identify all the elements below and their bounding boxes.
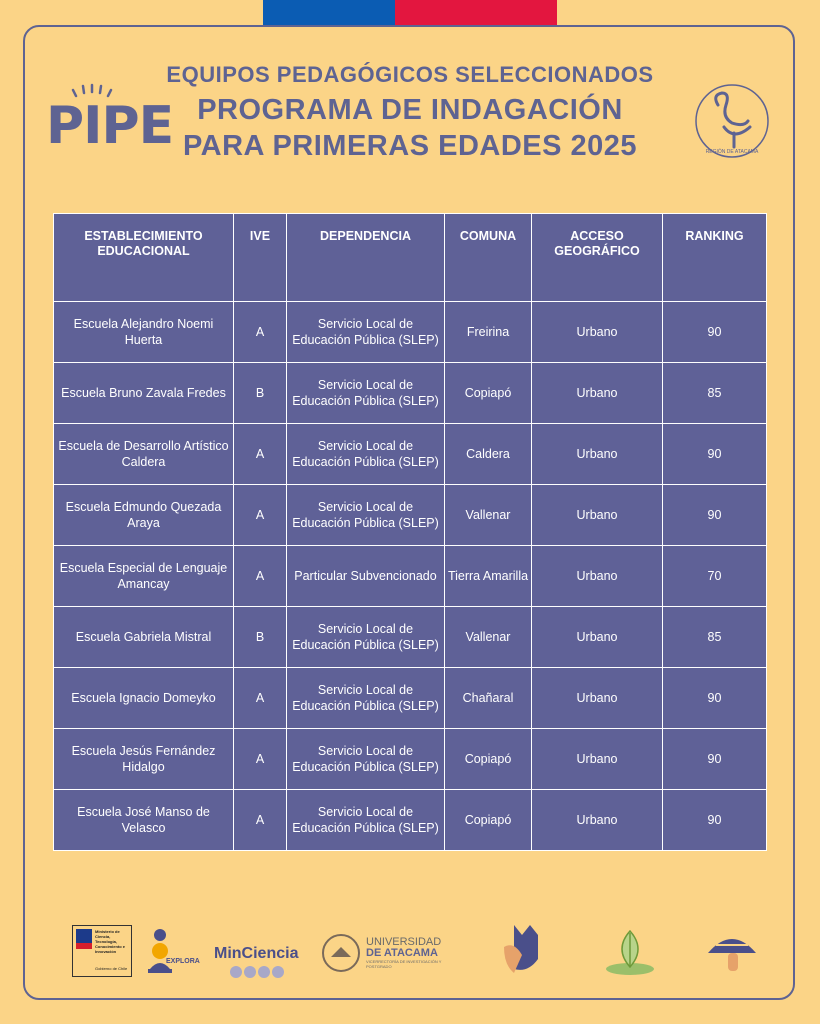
cell-acceso: Urbano [532, 790, 663, 851]
cell-comuna: Vallenar [445, 485, 532, 546]
cell-dependencia: Servicio Local de Educación Pública (SLEP) [287, 790, 445, 851]
leaf-icon [604, 925, 656, 977]
cell-establecimiento: Escuela Alejandro Noemi Huerta [54, 302, 234, 363]
explora-logo [144, 923, 202, 981]
cell-ive: B [234, 363, 287, 424]
cell-acceso: Urbano [532, 363, 663, 424]
cell-ive: A [234, 302, 287, 363]
cell-dependencia: Servicio Local de Educación Pública (SLEP) [287, 607, 445, 668]
table-row [54, 363, 767, 424]
cell-establecimiento: Escuela Ignacio Domeyko [54, 668, 234, 729]
table-row [54, 485, 767, 546]
cell-ive: A [234, 424, 287, 485]
cell-comuna: Freirina [445, 302, 532, 363]
uda-line-3: VICERRECTORÍA DE INVESTIGACIÓN Y POSTGRADO [366, 959, 442, 969]
uda-crest-icon [320, 933, 362, 973]
table-row [54, 668, 767, 729]
minciencia-text: MinCiencia [214, 945, 299, 962]
title-line-3: PARA PRIMERAS EDADES 2025 [182, 130, 638, 162]
col-header-ranking: RANKING [663, 214, 767, 302]
cell-ive: A [234, 485, 287, 546]
footer-logos [0, 915, 820, 985]
table-row [54, 302, 767, 363]
cell-acceso: Urbano [532, 424, 663, 485]
flag-red-stripe [395, 0, 557, 26]
cell-establecimiento: Escuela de Desarrollo Artístico Caldera [54, 424, 234, 485]
cell-dependencia: Servicio Local de Educación Pública (SLEP) [287, 668, 445, 729]
cell-comuna: Caldera [445, 424, 532, 485]
cell-comuna: Copiapó [445, 363, 532, 424]
gov-text: Gobierno de Chile [95, 966, 128, 971]
table-row [54, 790, 767, 851]
cell-dependencia: Servicio Local de Educación Pública (SLEP) [287, 363, 445, 424]
cell-dependencia: Particular Subvencionado [287, 546, 445, 607]
cell-ranking: 90 [663, 729, 767, 790]
explora-text: EXPLORA [166, 958, 200, 965]
cell-comuna: Vallenar [445, 607, 532, 668]
uda-line-2: DE ATACAMA [366, 947, 438, 959]
cell-ranking: 85 [663, 607, 767, 668]
cell-comuna: Tierra Amarilla [445, 546, 532, 607]
cell-dependencia: Servicio Local de Educación Pública (SLEP) [287, 485, 445, 546]
cell-comuna: Chañaral [445, 668, 532, 729]
col-header-acceso: ACCESO GEOGRÁFICO [532, 214, 663, 302]
region-atacama-seal [694, 83, 770, 159]
seal-text: REGIÓN DE ATACAMA [705, 149, 759, 155]
table-row [54, 424, 767, 485]
cell-ive: A [234, 790, 287, 851]
title-line-1: EQUIPOS PEDAGÓGICOS SELECCIONADOS [166, 62, 654, 87]
ministry-logo [72, 925, 132, 977]
table-row [54, 729, 767, 790]
cell-ranking: 90 [663, 485, 767, 546]
cell-comuna: Copiapó [445, 790, 532, 851]
cell-establecimiento: Escuela Bruno Zavala Fredes [54, 363, 234, 424]
cell-ive: A [234, 546, 287, 607]
cell-ranking: 70 [663, 546, 767, 607]
cell-dependencia: Servicio Local de Educación Pública (SLEP) [287, 424, 445, 485]
cell-acceso: Urbano [532, 485, 663, 546]
cell-acceso: Urbano [532, 546, 663, 607]
cell-ranking: 90 [663, 668, 767, 729]
ministry-text: Ministerio de Ciencia, Tecnología, Conocimiento e Innovación [95, 929, 126, 954]
cell-ive: A [234, 668, 287, 729]
cell-ive: A [234, 729, 287, 790]
cell-comuna: Copiapó [445, 729, 532, 790]
cell-ranking: 90 [663, 424, 767, 485]
cell-dependencia: Servicio Local de Educación Pública (SLEP) [287, 729, 445, 790]
cell-establecimiento: Escuela Gabriela Mistral [54, 607, 234, 668]
pipe-logo-text: PIPE [46, 96, 174, 156]
flamingo-icon [716, 93, 750, 147]
cell-dependencia: Servicio Local de Educación Pública (SLEP) [287, 302, 445, 363]
minciencia-dots-icon [228, 965, 298, 979]
pipe-logo [46, 82, 174, 162]
table-header-row [54, 214, 767, 302]
cell-ive: B [234, 607, 287, 668]
cell-establecimiento: Escuela Jesús Fernández Hidalgo [54, 729, 234, 790]
uda-text [366, 937, 452, 969]
cell-establecimiento: Escuela Especial de Lenguaje Amancay [54, 546, 234, 607]
cell-ranking: 90 [663, 790, 767, 851]
table-row [54, 546, 767, 607]
schools-table [53, 213, 767, 851]
cell-establecimiento: Escuela Edmundo Quezada Araya [54, 485, 234, 546]
cell-acceso: Urbano [532, 668, 663, 729]
cell-acceso: Urbano [532, 729, 663, 790]
mushroom-icon [706, 925, 758, 977]
cell-acceso: Urbano [532, 302, 663, 363]
table-row [54, 607, 767, 668]
chile-shield-icon [76, 929, 92, 943]
col-header-dependencia: DEPENDENCIA [287, 214, 445, 302]
cell-ranking: 90 [663, 302, 767, 363]
flag-blue-stripe [263, 0, 395, 26]
uda-line-1: UNIVERSIDAD [366, 936, 442, 948]
col-header-establecimiento: ESTABLECIMIENTO EDUCACIONAL [54, 214, 234, 302]
title-block [140, 62, 680, 163]
fox-icon [500, 917, 546, 977]
cell-ranking: 85 [663, 363, 767, 424]
col-header-ive: IVE [234, 214, 287, 302]
cell-establecimiento: Escuela José Manso de Velasco [54, 790, 234, 851]
col-header-comuna: COMUNA [445, 214, 532, 302]
cell-acceso: Urbano [532, 607, 663, 668]
title-line-2: PROGRAMA DE INDAGACIÓN [197, 94, 623, 126]
